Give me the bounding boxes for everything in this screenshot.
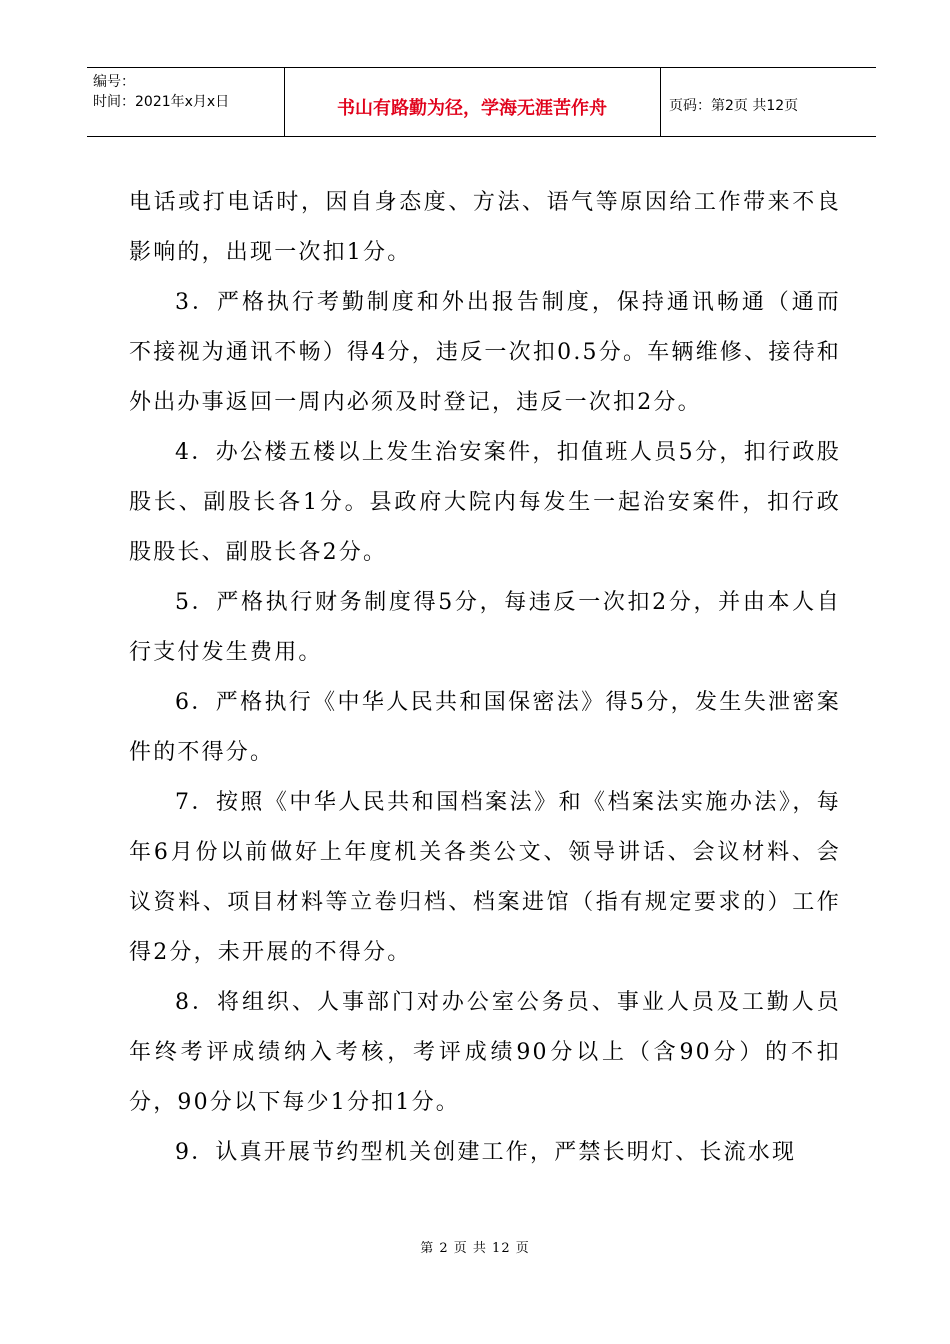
document-number-label: 编号： [93, 74, 135, 90]
page-header [87, 67, 876, 137]
paragraph: 7．按照《中华人民共和国档案法》和《档案法实施办法》，每年6月份以前做好上年度机关各类公文、领导讲话、会议材料、会议资料、项目材料等立卷归档、档案进馆（指有规定要求的）工作得2分，未开展的不得分。 [129, 790, 841, 965]
paragraph: 5．严格执行财务制度得5分，每违反一次扣2分，并由本人自行支付发生费用。 [129, 590, 841, 665]
document-body [129, 178, 841, 1178]
document-date: 时间：2021年x月x日 [93, 94, 230, 110]
paragraph: 8．将组织、人事部门对办公室公务员、事业人员及工勤人员年终考评成绩纳入考核，考评成绩90分以上（含90分）的不扣分，90分以下每少1分扣1分。 [129, 990, 841, 1115]
paragraph: 电话或打电话时，因自身态度、方法、语气等原因给工作带来不良影响的，出现一次扣1分。 [129, 190, 841, 265]
header-motto: 书山有路勤为径，学海无涯苦作舟 [337, 98, 607, 119]
paragraph: 3．严格执行考勤制度和外出报告制度，保持通讯畅通（通而不接视为通讯不畅）得4分，违反一次扣0.5分。车辆维修、接待和外出办事返回一周内必须及时登记，违反一次扣2分。 [129, 290, 841, 415]
header-divider [660, 68, 661, 136]
paragraph: 9．认真开展节约型机关创建工作，严禁长明灯、长流水现 [175, 1140, 797, 1165]
header-page-info: 页码：第2页 共12页 [669, 98, 799, 114]
paragraph: 6．严格执行《中华人民共和国保密法》得5分，发生失泄密案件的不得分。 [129, 690, 841, 765]
page-footer: 第 2 页 共 12 页 [420, 1241, 530, 1256]
header-meta [93, 72, 229, 112]
paragraph: 4．办公楼五楼以上发生治安案件，扣值班人员5分，扣行政股股长、副股长各1分。县政府大院内每发生一起治安案件，扣行政股股长、副股长各2分。 [129, 440, 841, 565]
